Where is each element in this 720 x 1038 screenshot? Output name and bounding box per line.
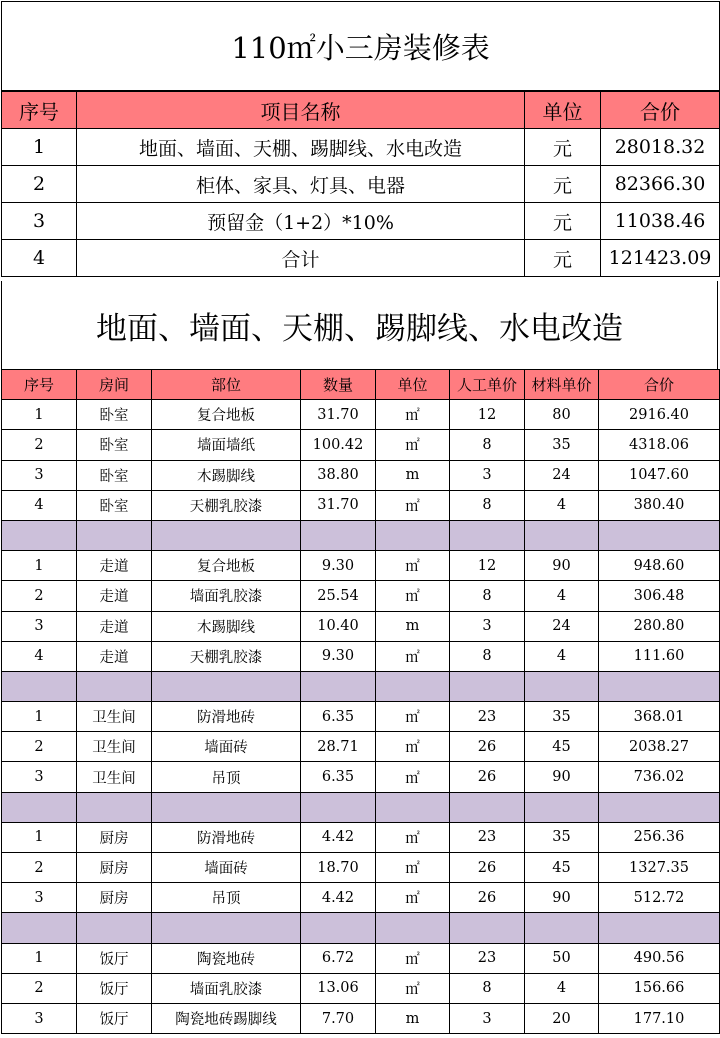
cell-part[interactable]: 吊顶: [152, 883, 301, 913]
cell-labor-price[interactable]: 8: [450, 973, 525, 1003]
cell-unit[interactable]: ㎡: [376, 400, 450, 430]
cell-part[interactable]: 墙面乳胶漆: [152, 973, 301, 1003]
cell-total[interactable]: 4318.06: [599, 430, 720, 460]
table-row: [2, 490, 720, 520]
cell-total[interactable]: 177.10: [599, 1003, 720, 1033]
separator-cell[interactable]: [599, 671, 720, 701]
detail-table: [1, 369, 720, 1034]
separator-cell[interactable]: [77, 792, 152, 822]
cell-material-price[interactable]: 24: [525, 460, 599, 490]
cell-part[interactable]: 吊顶: [152, 762, 301, 792]
separator-cell[interactable]: [376, 792, 450, 822]
cell-labor-price[interactable]: 8: [450, 581, 525, 611]
cell-no[interactable]: 3: [2, 883, 77, 913]
table-row: [2, 822, 720, 852]
cell-part[interactable]: 木踢脚线: [152, 611, 301, 641]
cell-unit[interactable]: 元: [525, 240, 601, 277]
cell-part[interactable]: 墙面乳胶漆: [152, 581, 301, 611]
cell-quantity[interactable]: 4.42: [301, 883, 376, 913]
cell-room[interactable]: 厨房: [77, 822, 152, 852]
separator-cell[interactable]: [450, 671, 525, 701]
cell-room[interactable]: 走道: [77, 641, 152, 671]
separator-cell[interactable]: [450, 792, 525, 822]
cell-item-name[interactable]: 预留金（1+2）*10%: [77, 203, 525, 240]
cell-unit[interactable]: ㎡: [376, 490, 450, 520]
cell-material-price[interactable]: 90: [525, 551, 599, 581]
cell-unit[interactable]: ㎡: [376, 641, 450, 671]
cell-unit[interactable]: m: [376, 611, 450, 641]
separator-cell[interactable]: [599, 520, 720, 550]
separator-cell[interactable]: [2, 913, 77, 943]
cell-part[interactable]: 防滑地砖: [152, 822, 301, 852]
cell-unit[interactable]: ㎡: [376, 702, 450, 732]
table-row: [2, 883, 720, 913]
cell-total[interactable]: 1327.35: [599, 853, 720, 883]
header-part: 部位: [152, 370, 301, 400]
cell-unit[interactable]: ㎡: [376, 581, 450, 611]
header-material-price: 材料单价: [525, 370, 599, 400]
cell-room[interactable]: 卫生间: [77, 732, 152, 762]
cell-part[interactable]: 墙面墙纸: [152, 430, 301, 460]
cell-room[interactable]: 走道: [77, 581, 152, 611]
detail-section-title: 地面、墙面、天棚、踢脚线、水电改造: [1, 281, 718, 369]
cell-quantity[interactable]: 31.70: [301, 400, 376, 430]
header-no: 序号: [2, 91, 77, 129]
cell-part[interactable]: 复合地板: [152, 551, 301, 581]
cell-unit[interactable]: ㎡: [376, 551, 450, 581]
cell-unit[interactable]: m: [376, 1003, 450, 1033]
cell-no[interactable]: 1: [2, 551, 77, 581]
cell-quantity[interactable]: 4.42: [301, 822, 376, 852]
table-row: [2, 762, 720, 792]
cell-no[interactable]: 4: [2, 240, 77, 277]
cell-no[interactable]: 1: [2, 702, 77, 732]
header-total: 合价: [599, 370, 720, 400]
cell-no[interactable]: 4: [2, 490, 77, 520]
separator-cell[interactable]: [152, 671, 301, 701]
cell-material-price[interactable]: 35: [525, 822, 599, 852]
separator-row: [2, 671, 720, 701]
table-row: [2, 732, 720, 762]
cell-quantity[interactable]: 9.30: [301, 551, 376, 581]
cell-no[interactable]: 1: [2, 129, 77, 166]
cell-material-price[interactable]: 4: [525, 490, 599, 520]
separator-cell[interactable]: [376, 520, 450, 550]
cell-total[interactable]: 256.36: [599, 822, 720, 852]
summary-title-row: [2, 2, 720, 92]
cell-labor-price[interactable]: 23: [450, 702, 525, 732]
cell-quantity[interactable]: 6.35: [301, 702, 376, 732]
cell-room[interactable]: 卧室: [77, 460, 152, 490]
cell-no[interactable]: 2: [2, 166, 77, 203]
cell-material-price[interactable]: 20: [525, 1003, 599, 1033]
cell-total[interactable]: 380.40: [599, 490, 720, 520]
separator-cell[interactable]: [525, 792, 599, 822]
cell-labor-price[interactable]: 26: [450, 883, 525, 913]
table-row: [2, 641, 720, 671]
cell-room[interactable]: 卧室: [77, 430, 152, 460]
cell-room[interactable]: 厨房: [77, 853, 152, 883]
cell-room[interactable]: 走道: [77, 551, 152, 581]
separator-cell[interactable]: [77, 671, 152, 701]
cell-total[interactable]: 490.56: [599, 943, 720, 973]
cell-quantity[interactable]: 25.54: [301, 581, 376, 611]
cell-part[interactable]: 木踢脚线: [152, 460, 301, 490]
cell-no[interactable]: 3: [2, 611, 77, 641]
cell-material-price[interactable]: 45: [525, 853, 599, 883]
cell-unit[interactable]: ㎡: [376, 943, 450, 973]
cell-room[interactable]: 饭厅: [77, 1003, 152, 1033]
cell-no[interactable]: 2: [2, 430, 77, 460]
cell-material-price[interactable]: 4: [525, 973, 599, 1003]
separator-cell[interactable]: [77, 520, 152, 550]
cell-room[interactable]: 卫生间: [77, 702, 152, 732]
cell-labor-price[interactable]: 8: [450, 430, 525, 460]
cell-unit[interactable]: ㎡: [376, 430, 450, 460]
cell-no[interactable]: 2: [2, 581, 77, 611]
cell-quantity[interactable]: 6.72: [301, 943, 376, 973]
separator-cell[interactable]: [152, 520, 301, 550]
cell-quantity[interactable]: 38.80: [301, 460, 376, 490]
cell-quantity[interactable]: 7.70: [301, 1003, 376, 1033]
cell-labor-price[interactable]: 26: [450, 732, 525, 762]
cell-material-price[interactable]: 50: [525, 943, 599, 973]
cell-total[interactable]: 512.72: [599, 883, 720, 913]
cell-material-price[interactable]: 35: [525, 702, 599, 732]
cell-quantity[interactable]: 6.35: [301, 762, 376, 792]
table-row: [2, 581, 720, 611]
cell-labor-price[interactable]: 26: [450, 762, 525, 792]
cell-material-price[interactable]: 4: [525, 581, 599, 611]
cell-unit[interactable]: ㎡: [376, 883, 450, 913]
cell-total[interactable]: 2038.27: [599, 732, 720, 762]
cell-room[interactable]: 饭厅: [77, 973, 152, 1003]
separator-cell[interactable]: [525, 913, 599, 943]
table-row: [2, 400, 720, 430]
cell-material-price[interactable]: 90: [525, 762, 599, 792]
cell-total[interactable]: 121423.09: [601, 240, 720, 277]
detail-header-row: [2, 370, 720, 400]
table-row: [2, 551, 720, 581]
cell-labor-price[interactable]: 3: [450, 1003, 525, 1033]
cell-part[interactable]: 天棚乳胶漆: [152, 641, 301, 671]
cell-total[interactable]: 368.01: [599, 702, 720, 732]
summary-row: [2, 166, 720, 203]
cell-total[interactable]: 2916.40: [599, 400, 720, 430]
separator-cell[interactable]: [450, 913, 525, 943]
table-row: [2, 973, 720, 1003]
separator-cell[interactable]: [450, 520, 525, 550]
cell-item-name[interactable]: 地面、墙面、天棚、踢脚线、水电改造: [77, 129, 525, 166]
separator-cell[interactable]: [376, 671, 450, 701]
header-no: 序号: [2, 370, 77, 400]
table-row: [2, 943, 720, 973]
cell-unit[interactable]: m: [376, 460, 450, 490]
cell-part[interactable]: 陶瓷地砖: [152, 943, 301, 973]
cell-part[interactable]: 复合地板: [152, 400, 301, 430]
table-row: [2, 702, 720, 732]
cell-total[interactable]: 306.48: [599, 581, 720, 611]
cell-room[interactable]: 走道: [77, 611, 152, 641]
separator-cell[interactable]: [301, 913, 376, 943]
separator-cell[interactable]: [599, 792, 720, 822]
summary-row: [2, 203, 720, 240]
cell-total[interactable]: 280.80: [599, 611, 720, 641]
cell-total[interactable]: 1047.60: [599, 460, 720, 490]
separator-row: [2, 913, 720, 943]
header-room: 房间: [77, 370, 152, 400]
cell-total[interactable]: 82366.30: [601, 166, 720, 203]
cell-labor-price[interactable]: 26: [450, 853, 525, 883]
cell-no[interactable]: 3: [2, 1003, 77, 1033]
cell-labor-price[interactable]: 12: [450, 551, 525, 581]
cell-material-price[interactable]: 4: [525, 641, 599, 671]
cell-room[interactable]: 厨房: [77, 883, 152, 913]
cell-no[interactable]: 2: [2, 732, 77, 762]
cell-unit[interactable]: ㎡: [376, 822, 450, 852]
cell-labor-price[interactable]: 12: [450, 400, 525, 430]
table-row: [2, 1003, 720, 1033]
cell-unit[interactable]: 元: [525, 203, 601, 240]
cell-material-price[interactable]: 80: [525, 400, 599, 430]
separator-cell[interactable]: [525, 520, 599, 550]
cell-unit[interactable]: 元: [525, 129, 601, 166]
cell-item-name[interactable]: 合计: [77, 240, 525, 277]
cell-unit[interactable]: 元: [525, 166, 601, 203]
header-item-name: 项目名称: [77, 91, 525, 129]
cell-total[interactable]: 11038.46: [601, 203, 720, 240]
cell-labor-price[interactable]: 23: [450, 943, 525, 973]
separator-row: [2, 520, 720, 550]
cell-labor-price[interactable]: 8: [450, 490, 525, 520]
cell-part[interactable]: 防滑地砖: [152, 702, 301, 732]
separator-cell[interactable]: [599, 913, 720, 943]
cell-labor-price[interactable]: 23: [450, 822, 525, 852]
cell-no[interactable]: 1: [2, 822, 77, 852]
cell-part[interactable]: 墙面砖: [152, 732, 301, 762]
cell-no[interactable]: 1: [2, 400, 77, 430]
cell-part[interactable]: 陶瓷地砖踢脚线: [152, 1003, 301, 1033]
cell-material-price[interactable]: 24: [525, 611, 599, 641]
table-row: [2, 611, 720, 641]
cell-labor-price[interactable]: 3: [450, 611, 525, 641]
header-quantity: 数量: [301, 370, 376, 400]
cell-material-price[interactable]: 90: [525, 883, 599, 913]
cell-quantity[interactable]: 10.40: [301, 611, 376, 641]
separator-row: [2, 792, 720, 822]
cell-no[interactable]: 2: [2, 853, 77, 883]
cell-no[interactable]: 3: [2, 762, 77, 792]
cell-material-price[interactable]: 35: [525, 430, 599, 460]
cell-quantity[interactable]: 28.71: [301, 732, 376, 762]
separator-cell[interactable]: [152, 792, 301, 822]
summary-header-row: [2, 91, 720, 129]
cell-room[interactable]: 卫生间: [77, 762, 152, 792]
cell-room[interactable]: 卧室: [77, 400, 152, 430]
cell-material-price[interactable]: 45: [525, 732, 599, 762]
cell-no[interactable]: 3: [2, 203, 77, 240]
cell-quantity[interactable]: 18.70: [301, 853, 376, 883]
cell-room[interactable]: 饭厅: [77, 943, 152, 973]
summary-title: 110㎡小三房装修表: [2, 2, 720, 92]
summary-row: [2, 240, 720, 277]
separator-cell[interactable]: [301, 792, 376, 822]
separator-cell[interactable]: [2, 792, 77, 822]
cell-no[interactable]: 1: [2, 943, 77, 973]
table-row: [2, 460, 720, 490]
header-labor-price: 人工单价: [450, 370, 525, 400]
cell-quantity[interactable]: 13.06: [301, 973, 376, 1003]
cell-total[interactable]: 736.02: [599, 762, 720, 792]
cell-unit[interactable]: ㎡: [376, 732, 450, 762]
summary-table: [1, 1, 720, 277]
cell-no[interactable]: 2: [2, 973, 77, 1003]
cell-unit[interactable]: ㎡: [376, 762, 450, 792]
table-row: [2, 430, 720, 460]
cell-total[interactable]: 948.60: [599, 551, 720, 581]
table-row: [2, 853, 720, 883]
separator-cell[interactable]: [2, 671, 77, 701]
cell-unit[interactable]: ㎡: [376, 853, 450, 883]
cell-quantity[interactable]: 9.30: [301, 641, 376, 671]
separator-cell[interactable]: [152, 913, 301, 943]
separator-cell[interactable]: [525, 671, 599, 701]
cell-no[interactable]: 3: [2, 460, 77, 490]
cell-total[interactable]: 111.60: [599, 641, 720, 671]
cell-quantity[interactable]: 31.70: [301, 490, 376, 520]
cell-unit[interactable]: ㎡: [376, 973, 450, 1003]
cell-room[interactable]: 卧室: [77, 490, 152, 520]
separator-cell[interactable]: [301, 671, 376, 701]
header-unit: 单位: [376, 370, 450, 400]
header-unit: 单位: [525, 91, 601, 129]
cell-part[interactable]: 墙面砖: [152, 853, 301, 883]
separator-cell[interactable]: [301, 520, 376, 550]
cell-quantity[interactable]: 100.42: [301, 430, 376, 460]
cell-part[interactable]: 天棚乳胶漆: [152, 490, 301, 520]
cell-total[interactable]: 28018.32: [601, 129, 720, 166]
summary-row: [2, 129, 720, 166]
cell-labor-price[interactable]: 8: [450, 641, 525, 671]
separator-cell[interactable]: [77, 913, 152, 943]
header-total: 合价: [601, 91, 720, 129]
cell-no[interactable]: 4: [2, 641, 77, 671]
separator-cell[interactable]: [376, 913, 450, 943]
separator-cell[interactable]: [2, 520, 77, 550]
cell-total[interactable]: 156.66: [599, 973, 720, 1003]
cell-labor-price[interactable]: 3: [450, 460, 525, 490]
cell-item-name[interactable]: 柜体、家具、灯具、电器: [77, 166, 525, 203]
